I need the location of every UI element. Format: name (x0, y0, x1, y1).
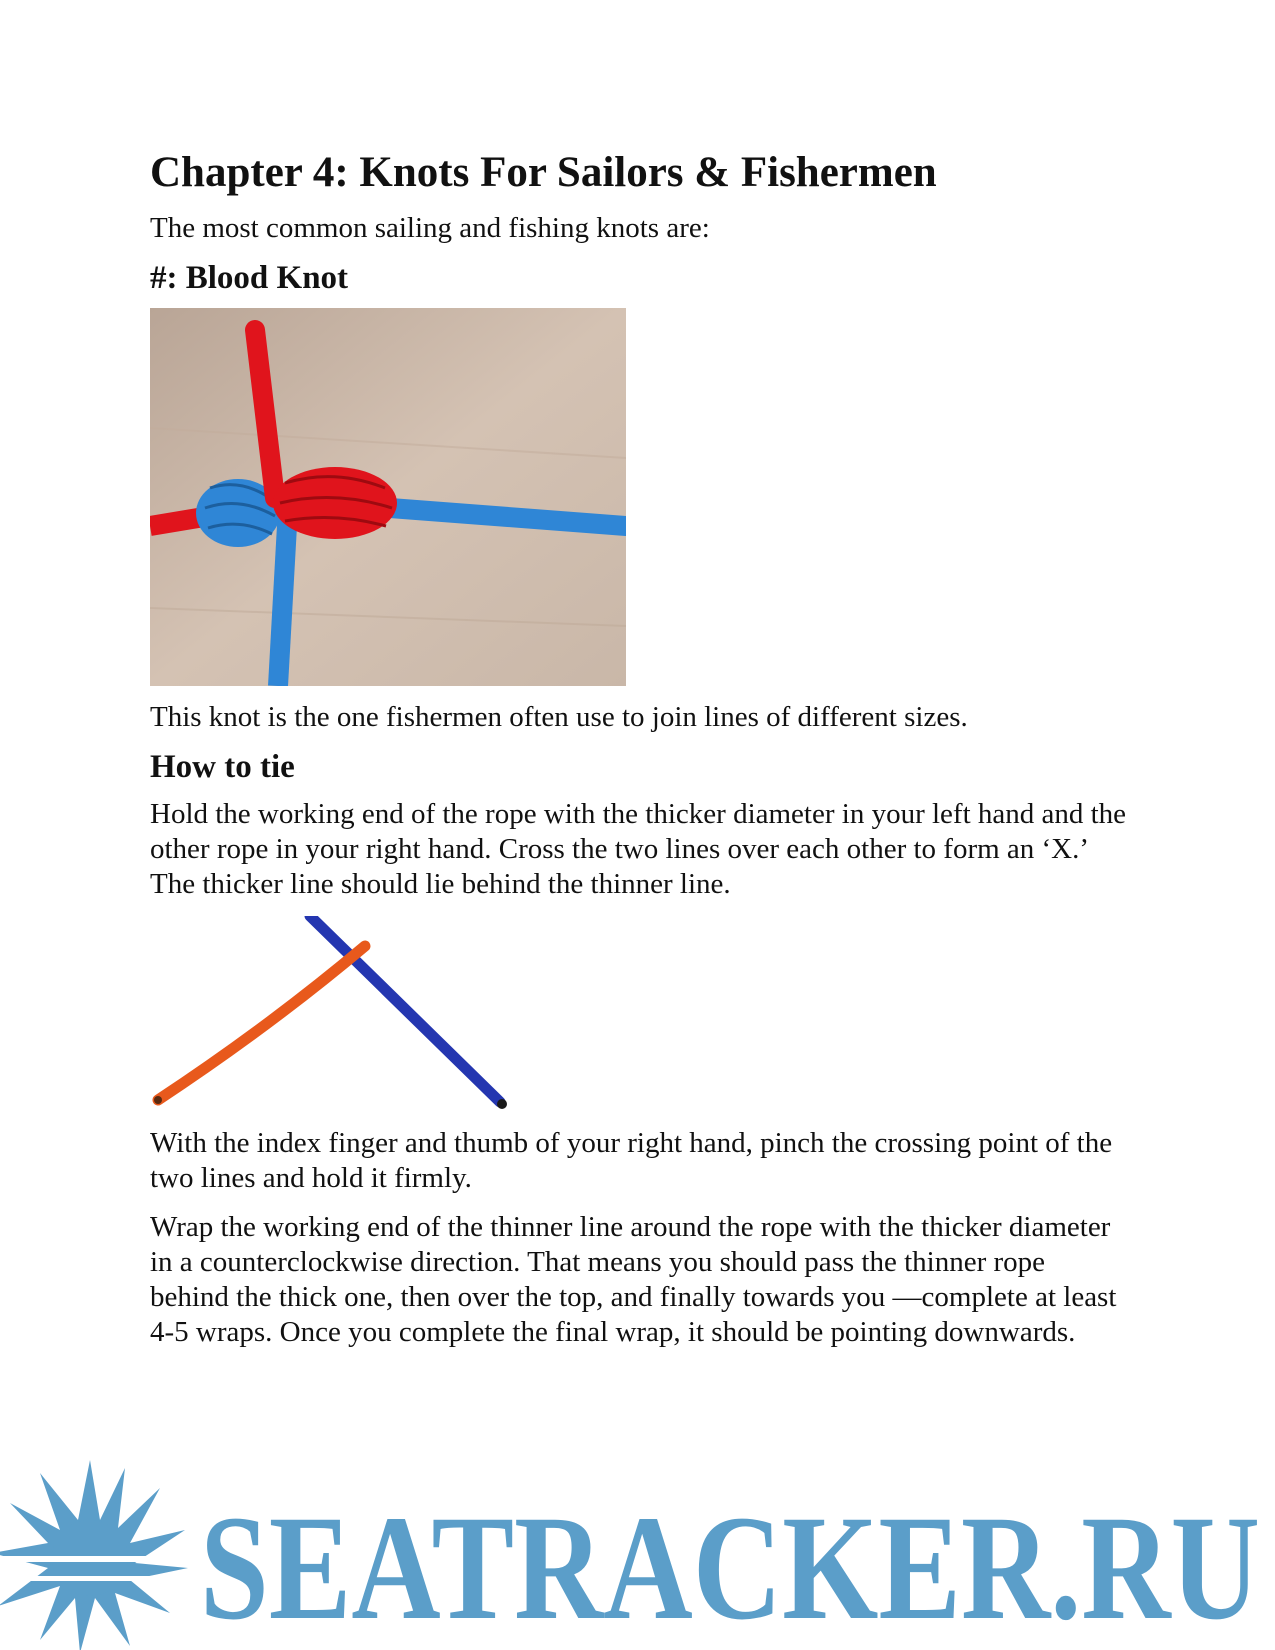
step-3: Wrap the working end of the thinner line around the rope with the thicker diameter in a counterclockwise direction. That means you should pass the thinner rope behind the thick one, then over the top, and finally towards you —complete at least 4-5 wraps. Once you complete the final wrap, it should be pointing downwards. (150, 1211, 1117, 1349)
document-page (150, 148, 1130, 1364)
crossed-lines-photo (150, 916, 520, 1112)
knot-heading: #: Blood Knot (150, 260, 349, 297)
chapter-title: Chapter 4: Knots For Sailors & Fishermen (150, 149, 937, 196)
step-2: With the index finger and thumb of your right hand, pinch the crossing point of the two lines and hold it firmly. (150, 1127, 1113, 1195)
seatracker-watermark (0, 1448, 1275, 1650)
intro-text: The most common sailing and fishing knots are: (150, 212, 710, 245)
how-to-heading: How to tie (150, 749, 295, 786)
blue-rope-down (278, 508, 288, 686)
knot-description: This knot is the one fishermen often use to join lines of different sizes. (150, 701, 968, 734)
blood-knot-photo (150, 308, 626, 686)
step-1: Hold the working end of the rope with the thicker diameter in your left hand and the other rope in your right hand. Cross the two lines over each other to form an ‘X.’ The thicker line should lie behind the thinner line. (150, 798, 1127, 901)
watermark-text: SEATRACKER.RU (200, 1485, 1260, 1650)
sun-logo (0, 1460, 190, 1650)
